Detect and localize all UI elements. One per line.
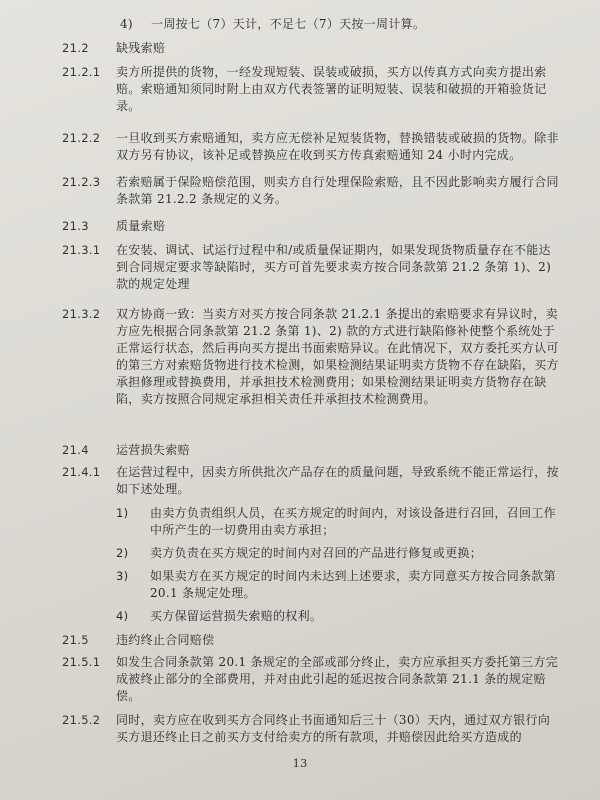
section-21-3 bbox=[62, 218, 562, 235]
sub-item-label: 3) bbox=[116, 569, 129, 583]
section-21-5 bbox=[62, 632, 562, 649]
section-21-5-2 bbox=[62, 712, 562, 746]
sub-item-text: 由卖方负责组织人员，在买方规定的时间内，对该设备进行召回，召回工作中所产生的一切费用由卖方承担； bbox=[150, 506, 556, 537]
section-text: 违约终止合同赔偿 bbox=[116, 633, 215, 647]
section-number: 21.4 bbox=[62, 443, 89, 457]
section-text: 运营损失索赔 bbox=[116, 443, 190, 457]
section-21-3-1 bbox=[62, 242, 562, 293]
section-number: 21.2 bbox=[62, 41, 89, 55]
section-text: 一旦收到买方索赔通知，卖方应无偿补足短装货物，替换错装或破损的货物。除非双方另有协议，该补足或替换应在收到买方传真索赔通知 24 小时内完成。 bbox=[116, 131, 559, 162]
sub-item-label: 4) bbox=[116, 609, 129, 623]
sub-item-2 bbox=[116, 545, 556, 562]
section-number: 21.4.1 bbox=[62, 465, 101, 479]
section-number: 21.3.1 bbox=[62, 243, 101, 257]
section-21-5-1 bbox=[62, 654, 562, 705]
section-21-2 bbox=[62, 40, 562, 57]
section-number: 21.2.3 bbox=[62, 175, 101, 189]
sub-item-4 bbox=[116, 608, 556, 625]
section-text: 在运营过程中，因卖方所供批次产品存在的质量问题，导致系统不能正常运行，按如下述处理。 bbox=[116, 465, 559, 496]
sub-item-3 bbox=[116, 568, 556, 602]
section-text: 同时，卖方应在收到买方合同终止书面通知后三十（30）天内，通过双方银行向买方退还终止日之前买方支付给卖方的所有款项，并赔偿因此给买方造成的 bbox=[116, 713, 551, 744]
section-number: 21.5.2 bbox=[62, 713, 101, 727]
section-21-2-1 bbox=[62, 64, 562, 115]
section-number: 21.5 bbox=[62, 633, 89, 647]
section-21-4-1 bbox=[62, 464, 562, 498]
top-item-text: 一周按七（7）天计，不足七（7）天按一周计算。 bbox=[151, 17, 426, 31]
top-item bbox=[120, 15, 425, 32]
sub-item-1 bbox=[116, 505, 556, 539]
sub-item-text: 如果卖方在买方规定的时间内未达到上述要求，卖方同意买方按合同条款第 20.1 条规定处理。 bbox=[150, 569, 556, 600]
section-text: 卖方所提供的货物，一经发现短装、误装或破损，买方以传真方式向卖方提出索赔。索赔通知须同时附上由双方代表签署的证明短装、误装和破损的开箱验货记录。 bbox=[116, 65, 547, 113]
top-item-label: 4) bbox=[120, 17, 133, 31]
section-21-2-2 bbox=[62, 130, 562, 164]
section-number: 21.5.1 bbox=[62, 655, 101, 669]
section-number: 21.3.2 bbox=[62, 307, 101, 321]
section-number: 21.2.2 bbox=[62, 131, 101, 145]
section-21-2-3 bbox=[62, 174, 562, 208]
section-text: 缺残索赔 bbox=[116, 41, 166, 55]
section-number: 21.2.1 bbox=[62, 65, 101, 79]
section-text: 若索赔属于保险赔偿范围，则卖方自行处理保险索赔，且不因此影响卖方履行合同条款第 21.2.2 条规定的义务。 bbox=[116, 175, 559, 206]
section-21-3-2 bbox=[62, 306, 562, 408]
sub-item-text: 卖方负责在买方规定的时间内对召回的产品进行修复或更换； bbox=[150, 546, 483, 560]
section-text: 双方协商一致：当卖方对买方按合同条款 21.2.1 条提出的索赔要求有异议时，卖方应先根据合同条款第 21.2 条第 1)、2) 款的方式进行缺陷修补使整个系统处于正常运行状态，然后再向买方提出书面索赔异议。在此情况下，双方委托买方认可的第三方对索赔货物进行技术检测，如果检测结果证明卖方货物不存在缺陷，买方承担修理或替换费用，并承担技术检测费用；如果检测结果证明卖方货物存在缺陷，卖方按照合同规定承担相关责任并承担技术检测费用。 bbox=[116, 307, 559, 406]
section-21-4 bbox=[62, 442, 562, 459]
section-text: 在安装、调试、试运行过程中和/或质量保证期内，如果发现货物质量存在不能达到合同规定要求等缺陷时，买方可首先要求卖方按合同条款第 21.2 条第 1)、2) 款的规定处理 bbox=[116, 243, 552, 291]
section-text: 质量索赔 bbox=[116, 219, 166, 233]
sub-item-text: 买方保留运营损失索赔的权利。 bbox=[150, 609, 323, 623]
sub-item-label: 2) bbox=[116, 546, 129, 560]
page-number: 13 bbox=[292, 756, 308, 770]
section-number: 21.3 bbox=[62, 219, 89, 233]
sub-item-label: 1) bbox=[116, 506, 129, 520]
section-text: 如发生合同条款第 20.1 条规定的全部或部分终止，卖方应承担买方委托第三方完成被终止部分的全部费用，并对由此引起的延迟按合同条款第 21.1 条的规定赔偿。 bbox=[116, 655, 559, 703]
